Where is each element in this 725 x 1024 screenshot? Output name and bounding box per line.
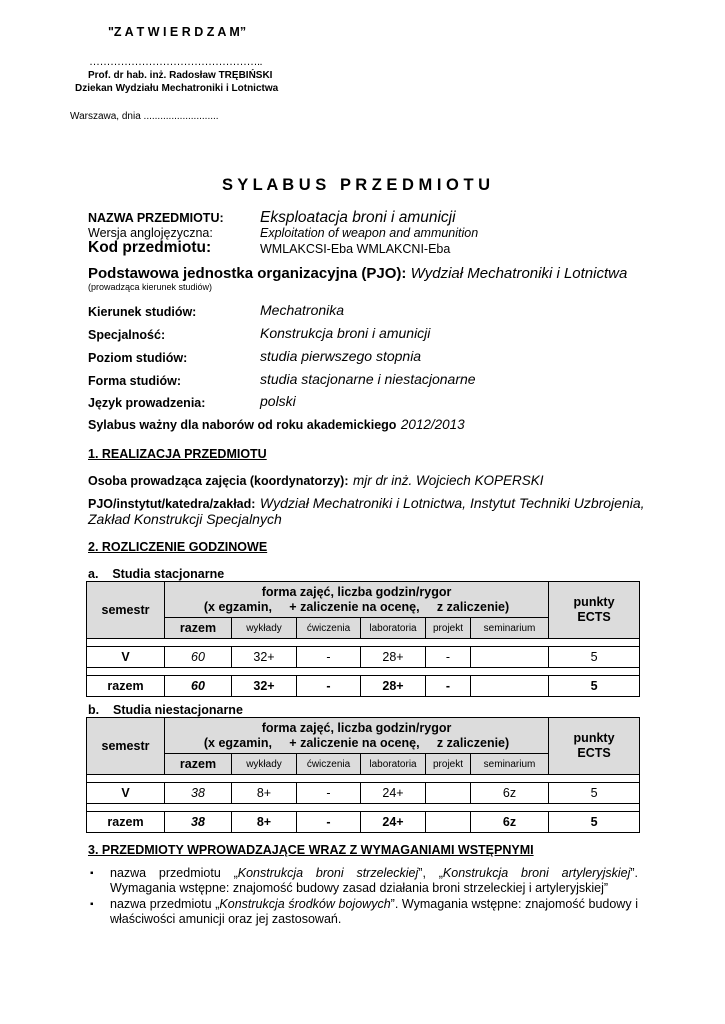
razem-header: razem [165, 618, 232, 639]
razem-header: razem [165, 754, 232, 775]
coordinator-value: mjr dr inż. Wojciech KOPERSKI [352, 473, 544, 488]
row-cwiczenia: - [297, 647, 361, 668]
col-header-seminarium: seminarium [471, 754, 549, 775]
section2-heading: 2. ROZLICZENIE GODZINOWE [88, 540, 268, 554]
validity-label: Sylabus ważny dla naborów od roku akademickiego [88, 418, 397, 432]
col-header-cwiczenia: ćwiczenia [297, 618, 361, 639]
list-item [90, 866, 638, 896]
ects-header [549, 718, 640, 775]
row-wyklady: 32+ [232, 647, 297, 668]
field-value-jezyk: polski [260, 393, 296, 409]
page-title: S Y L A B U S P R Z E D M I O T U [222, 176, 491, 194]
forma-header-line1: forma zajęć, liczba godzin/rygor [261, 720, 452, 735]
forma-header [165, 582, 549, 618]
prerequisite-list [90, 866, 638, 928]
table-row-total [87, 812, 640, 833]
field-label-forma: Forma studiów: [88, 374, 182, 388]
unit-label: PJO/instytut/katedra/zakład: [88, 497, 256, 511]
row-ects: 5 [549, 783, 640, 804]
prereq-text: ”, „ [418, 866, 443, 880]
row-razem: 60 [165, 647, 232, 668]
pjo-value: Wydział Mechatroniki i Lotnictwa [410, 265, 628, 282]
table-row-total [87, 676, 640, 697]
col-header-seminarium: seminarium [471, 618, 549, 639]
total-ects: 5 [549, 812, 640, 833]
table-a-label: a. Studia stacjonarne [88, 567, 225, 581]
section3-heading: 3. PRZEDMIOTY WPROWADZAJĄCE WRAZ Z WYMAGANIAMI WSTĘPNYMI [88, 843, 534, 857]
total-label: razem [87, 812, 165, 833]
subject-code-value: WMLAKCSI-Eba WMLAKCNI-Eba [260, 242, 451, 256]
total-label: razem [87, 676, 165, 697]
bullet-icon: ▪ [90, 899, 94, 910]
hours-table-niestacjonarne [86, 717, 640, 833]
row-seminarium: 6z [471, 783, 549, 804]
row-ects: 5 [549, 647, 640, 668]
table-spacer [87, 775, 640, 783]
forma-header-line2: (x egzamin, + zaliczenie na ocenę, z zaliczenie) [203, 599, 510, 614]
signature-dots: ………………………………………….. [89, 56, 263, 68]
subject-code-label: Kod przedmiotu: [88, 239, 212, 256]
col-header-cwiczenia: ćwiczenia [297, 754, 361, 775]
bullet-icon: ▪ [90, 868, 94, 879]
total-seminarium [471, 676, 549, 697]
forma-header [165, 718, 549, 754]
total-seminarium: 6z [471, 812, 549, 833]
prereq-subject: Konstrukcja środków bojowych [219, 897, 391, 911]
table-spacer [87, 668, 640, 676]
row-wyklady: 8+ [232, 783, 297, 804]
total-ects: 5 [549, 676, 640, 697]
prereq-text: . Wymagania wstępne: znajomość budowy i właściwości amunicji oraz jej zastosowań. [110, 897, 638, 926]
table-row [87, 783, 640, 804]
pjo-note: (prowadząca kierunek studiów) [88, 282, 213, 292]
prereq-subject: Konstrukcja broni artyleryjskiej [442, 866, 631, 880]
col-header-wyklady: wykłady [232, 618, 297, 639]
place-date: Warszawa, dnia ........................... [70, 111, 219, 122]
col-header-projekt: projekt [426, 618, 471, 639]
pjo-label: Podstawowa jednostka organizacyjna (PJO): [88, 265, 407, 282]
total-projekt [426, 812, 471, 833]
row-semester: V [87, 647, 165, 668]
col-header-laboratoria: laboratoria [361, 754, 426, 775]
total-laboratoria: 28+ [361, 676, 426, 697]
subject-name-value: Eksploatacja broni i amunicji [260, 209, 456, 226]
prereq-subject: Konstrukcja broni strzeleckiej [237, 866, 419, 880]
total-wyklady: 32+ [232, 676, 297, 697]
row-projekt [426, 783, 471, 804]
unit-value-line1: Wydział Mechatroniki i Lotnictwa, Instytut Techniki Uzbrojenia, [259, 495, 645, 511]
ects-header-line1: punkty [573, 731, 615, 745]
prereq-text: ” [390, 897, 395, 911]
col-header-wyklady: wykłady [232, 754, 297, 775]
ects-header-line1: punkty [573, 595, 615, 609]
col-header-projekt: projekt [426, 754, 471, 775]
prereq-text: nazwa przedmiotu „ [110, 897, 220, 911]
ects-header [549, 582, 640, 639]
coordinator-line [88, 472, 544, 490]
section1-heading: 1. REALIZACJA PRZEDMIOTU [88, 447, 267, 461]
english-name-value: Exploitation of weapon and ammunition [260, 226, 479, 240]
semestr-header: semestr [87, 582, 165, 639]
validity-value: 2012/2013 [400, 417, 465, 432]
semestr-header: semestr [87, 718, 165, 775]
row-laboratoria: 24+ [361, 783, 426, 804]
total-cwiczenia: - [297, 676, 361, 697]
prereq-text: nazwa przedmiotu „ [110, 866, 238, 880]
table-spacer [87, 804, 640, 812]
row-projekt: - [426, 647, 471, 668]
coordinator-label: Osoba prowadząca zajęcia (koordynatorzy): [88, 474, 349, 488]
table-row [87, 647, 640, 668]
hours-table-stacjonarne [86, 581, 640, 697]
ects-header-line2: ECTS [577, 610, 611, 624]
forma-header-line2: (x egzamin, + zaliczenie na ocenę, z zaliczenie) [203, 735, 510, 750]
table-b-label: b. Studia niestacjonarne [88, 703, 243, 717]
field-value-forma: studia stacjonarne i niestacjonarne [260, 371, 476, 387]
table-spacer [87, 639, 640, 647]
total-razem: 60 [165, 676, 232, 697]
prereq-text: ”. Wymagania wstępne: znajomość budowy zasad działania broni strzeleckiej i artyleryjskiej” [110, 866, 639, 895]
field-label-specjalnosc: Specjalność: [88, 328, 166, 342]
approver-role: Dziekan Wydziału Mechatroniki i Lotnictwa [75, 83, 279, 94]
row-cwiczenia: - [297, 783, 361, 804]
pjo-line [88, 265, 627, 282]
approver-name: Prof. dr hab. inż. Radosław TRĘBIŃSKI [88, 70, 273, 81]
subject-name-label: NAZWA PRZEDMIOTU: [88, 211, 224, 225]
field-label-poziom: Poziom studiów: [88, 351, 188, 365]
list-item [90, 897, 638, 927]
field-label-jezyk: Język prowadzenia: [88, 396, 206, 410]
approval-title: "Z A T W I E R D Z A M” [108, 25, 247, 39]
row-razem: 38 [165, 783, 232, 804]
total-laboratoria: 24+ [361, 812, 426, 833]
ects-header-line2: ECTS [577, 746, 611, 760]
english-name-label: Wersja anglojęzyczna: [88, 226, 213, 240]
field-value-specjalnosc: Konstrukcja broni i amunicji [260, 325, 431, 341]
total-razem: 38 [165, 812, 232, 833]
field-label-kierunek: Kierunek studiów: [88, 305, 197, 319]
total-wyklady: 8+ [232, 812, 297, 833]
validity-line [88, 416, 465, 434]
unit-value-line2: Zakład Konstrukcji Specjalnych [88, 511, 282, 527]
total-cwiczenia: - [297, 812, 361, 833]
total-projekt: - [426, 676, 471, 697]
row-laboratoria: 28+ [361, 647, 426, 668]
field-value-kierunek: Mechatronika [260, 302, 345, 318]
forma-header-line1: forma zajęć, liczba godzin/rygor [261, 584, 452, 599]
col-header-laboratoria: laboratoria [361, 618, 426, 639]
field-value-poziom: studia pierwszego stopnia [260, 348, 422, 364]
row-semester: V [87, 783, 165, 804]
row-seminarium [471, 647, 549, 668]
